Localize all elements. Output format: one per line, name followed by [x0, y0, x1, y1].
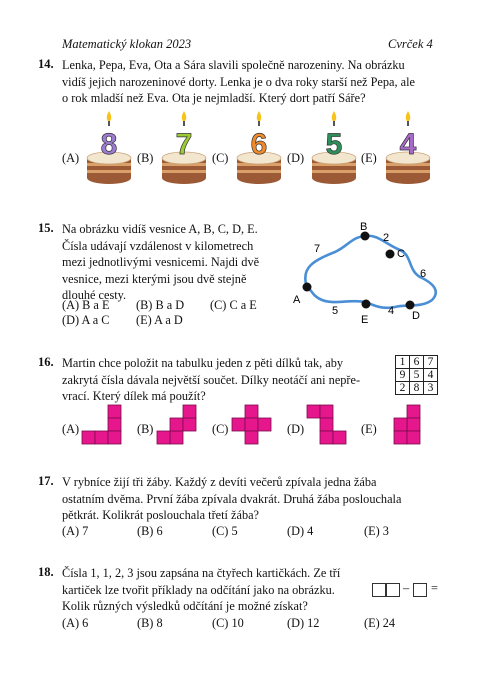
table-cell: 6	[410, 356, 424, 369]
table-cell: 2	[396, 382, 410, 395]
q14-option-label[interactable]: (B)	[137, 151, 154, 165]
table-cell: 7	[424, 356, 438, 369]
village-e-dot	[362, 300, 371, 309]
village-c-dot	[386, 250, 395, 259]
q16-option-label[interactable]: (E)	[361, 422, 377, 436]
q16-option-label[interactable]: (C)	[212, 422, 229, 436]
card-box	[386, 583, 400, 597]
cake-image	[234, 108, 284, 190]
q18-option-d[interactable]: (D) 12	[287, 616, 320, 630]
cake-image	[159, 108, 209, 190]
pentomino-piece	[232, 405, 271, 444]
q15-option-c[interactable]: (C) C a E	[210, 298, 257, 312]
candle-number: 6	[250, 128, 268, 161]
q15-line: Na obrázku vidíš vesnice A, B, C, D, E.	[62, 222, 258, 236]
q18-line: Kolik různých výsledků odčítání je možné získat?	[62, 599, 308, 613]
q17-text	[62, 474, 457, 524]
minus-sign: –	[403, 581, 410, 595]
q14-option-label[interactable]: (D)	[287, 151, 305, 165]
table-cell: 3	[424, 382, 438, 395]
equals-sign: =	[431, 581, 438, 595]
table-cell: 4	[424, 369, 438, 382]
q18-line: kartiček lze tvořit příklady na odčítání jako na obrázku.	[62, 582, 335, 597]
q17-option-e[interactable]: (E) 3	[364, 524, 389, 538]
number-table	[395, 355, 438, 395]
village-a-label: A	[293, 294, 301, 306]
q17-number: 17.	[38, 474, 54, 488]
q16-option-label[interactable]: (D)	[287, 422, 305, 436]
q17-option-d[interactable]: (D) 4	[287, 524, 314, 538]
candle-number: 7	[175, 128, 193, 161]
q18-text	[62, 565, 392, 615]
q14-option-label[interactable]: (C)	[212, 151, 229, 165]
q17-line: ostatním dvěma. První žába zpívala dvakrát. Druhá žába poslouchala	[62, 491, 402, 506]
candle-number: 4	[399, 128, 417, 161]
village-e-label: E	[361, 314, 369, 326]
q14-line: Lenka, Pepa, Eva, Ota a Sára slavili společně narozeniny. Na obrázku	[62, 58, 405, 72]
q16-line: vrací. Který dílek má použít?	[62, 389, 206, 403]
q18-number: 18.	[38, 565, 54, 579]
table-cell: 9	[396, 369, 410, 382]
village-d-dot	[406, 301, 415, 310]
q14-option-label[interactable]: (A)	[62, 151, 80, 165]
q14-line: vidíš jejich narozeninové dorty. Lenka je o dva roky starší než Pepa, ale	[62, 74, 415, 89]
q16-line: zakrytá čísla dávala největší součet. Dílky neotáčí ani nepře-	[62, 372, 361, 387]
q18-option-a[interactable]: (A) 6	[62, 616, 89, 630]
q16-option-label[interactable]: (B)	[137, 422, 154, 436]
village-c-label: C	[397, 248, 405, 260]
card-box	[372, 583, 386, 597]
cake-image	[84, 108, 134, 190]
village-map	[290, 222, 450, 332]
table-cell: 5	[410, 369, 424, 382]
pentomino-piece	[157, 405, 196, 444]
candle-number: 5	[325, 128, 343, 161]
q14-line: o rok mladší než Eva. Ota je nejmladší. Který dort patří Sáře?	[62, 91, 366, 105]
q18-option-c[interactable]: (C) 10	[212, 616, 244, 630]
q17-option-a[interactable]: (A) 7	[62, 524, 89, 538]
q17-option-c[interactable]: (C) 5	[212, 524, 238, 538]
q16-number: 16.	[38, 355, 54, 369]
cake-image	[383, 108, 433, 190]
q17-line: pětkrát. Kolikrát poslouchala třetí žába?	[62, 508, 260, 522]
village-d-label: D	[412, 310, 420, 322]
contest-title: Matematický klokan 2023	[62, 37, 192, 51]
q15-option-e[interactable]: (E) A a D	[136, 313, 183, 327]
road-path	[305, 236, 436, 308]
candle-number: 8	[100, 128, 118, 161]
q17-line: V rybníce žijí tři žáby. Každý z devíti večerů zpívala jedna žába	[62, 475, 377, 489]
q18-option-e[interactable]: (E) 24	[364, 616, 396, 630]
table-cell: 1	[396, 356, 410, 369]
q17-option-b[interactable]: (B) 6	[137, 524, 163, 538]
q15-line: mezi jednotlivými vesnicemi. Najdi dvě	[62, 255, 260, 269]
q15-number: 15.	[38, 221, 54, 235]
q14-number: 14.	[38, 57, 54, 71]
q15-line: vesnice, mezi kterými jsou dvě stejně	[62, 271, 247, 286]
table-cell: 8	[410, 382, 424, 395]
q18-line: Čísla 1, 1, 2, 3 jsou zapsána na čtyřech kartičkách. Ze tří	[62, 566, 341, 580]
distance-label: 5	[332, 305, 339, 317]
q15-option-b[interactable]: (B) B a D	[136, 298, 185, 312]
pentomino-piece	[307, 405, 346, 444]
village-a-dot	[303, 283, 312, 292]
q18-option-b[interactable]: (B) 8	[137, 616, 163, 630]
distance-label: 7	[314, 243, 321, 255]
q15-text	[62, 221, 287, 304]
q15-line: dlouhé cesty.	[62, 288, 127, 302]
distance-label: 4	[388, 305, 395, 317]
card-box	[413, 583, 427, 597]
village-b-label: B	[360, 221, 368, 233]
q14-option-label[interactable]: (E)	[361, 151, 377, 165]
q14-text	[62, 57, 457, 107]
pentomino-piece	[381, 405, 420, 444]
distance-label: 6	[420, 268, 427, 280]
pentomino-piece	[82, 405, 121, 444]
q15-option-d[interactable]: (D) A a C	[62, 313, 110, 327]
q15-line: Čísla udávají vzdálenost v kilometrech	[62, 238, 254, 253]
distance-label: 2	[383, 232, 390, 244]
q16-line: Martin chce položit na tabulku jeden z pěti dílků tak, aby	[62, 356, 344, 370]
q16-text	[62, 355, 387, 405]
q16-option-label[interactable]: (A)	[62, 422, 80, 436]
q15-option-a[interactable]: (A) B a E	[62, 298, 110, 312]
category-label: Cvrček 4	[388, 37, 433, 51]
cake-image	[309, 108, 359, 190]
